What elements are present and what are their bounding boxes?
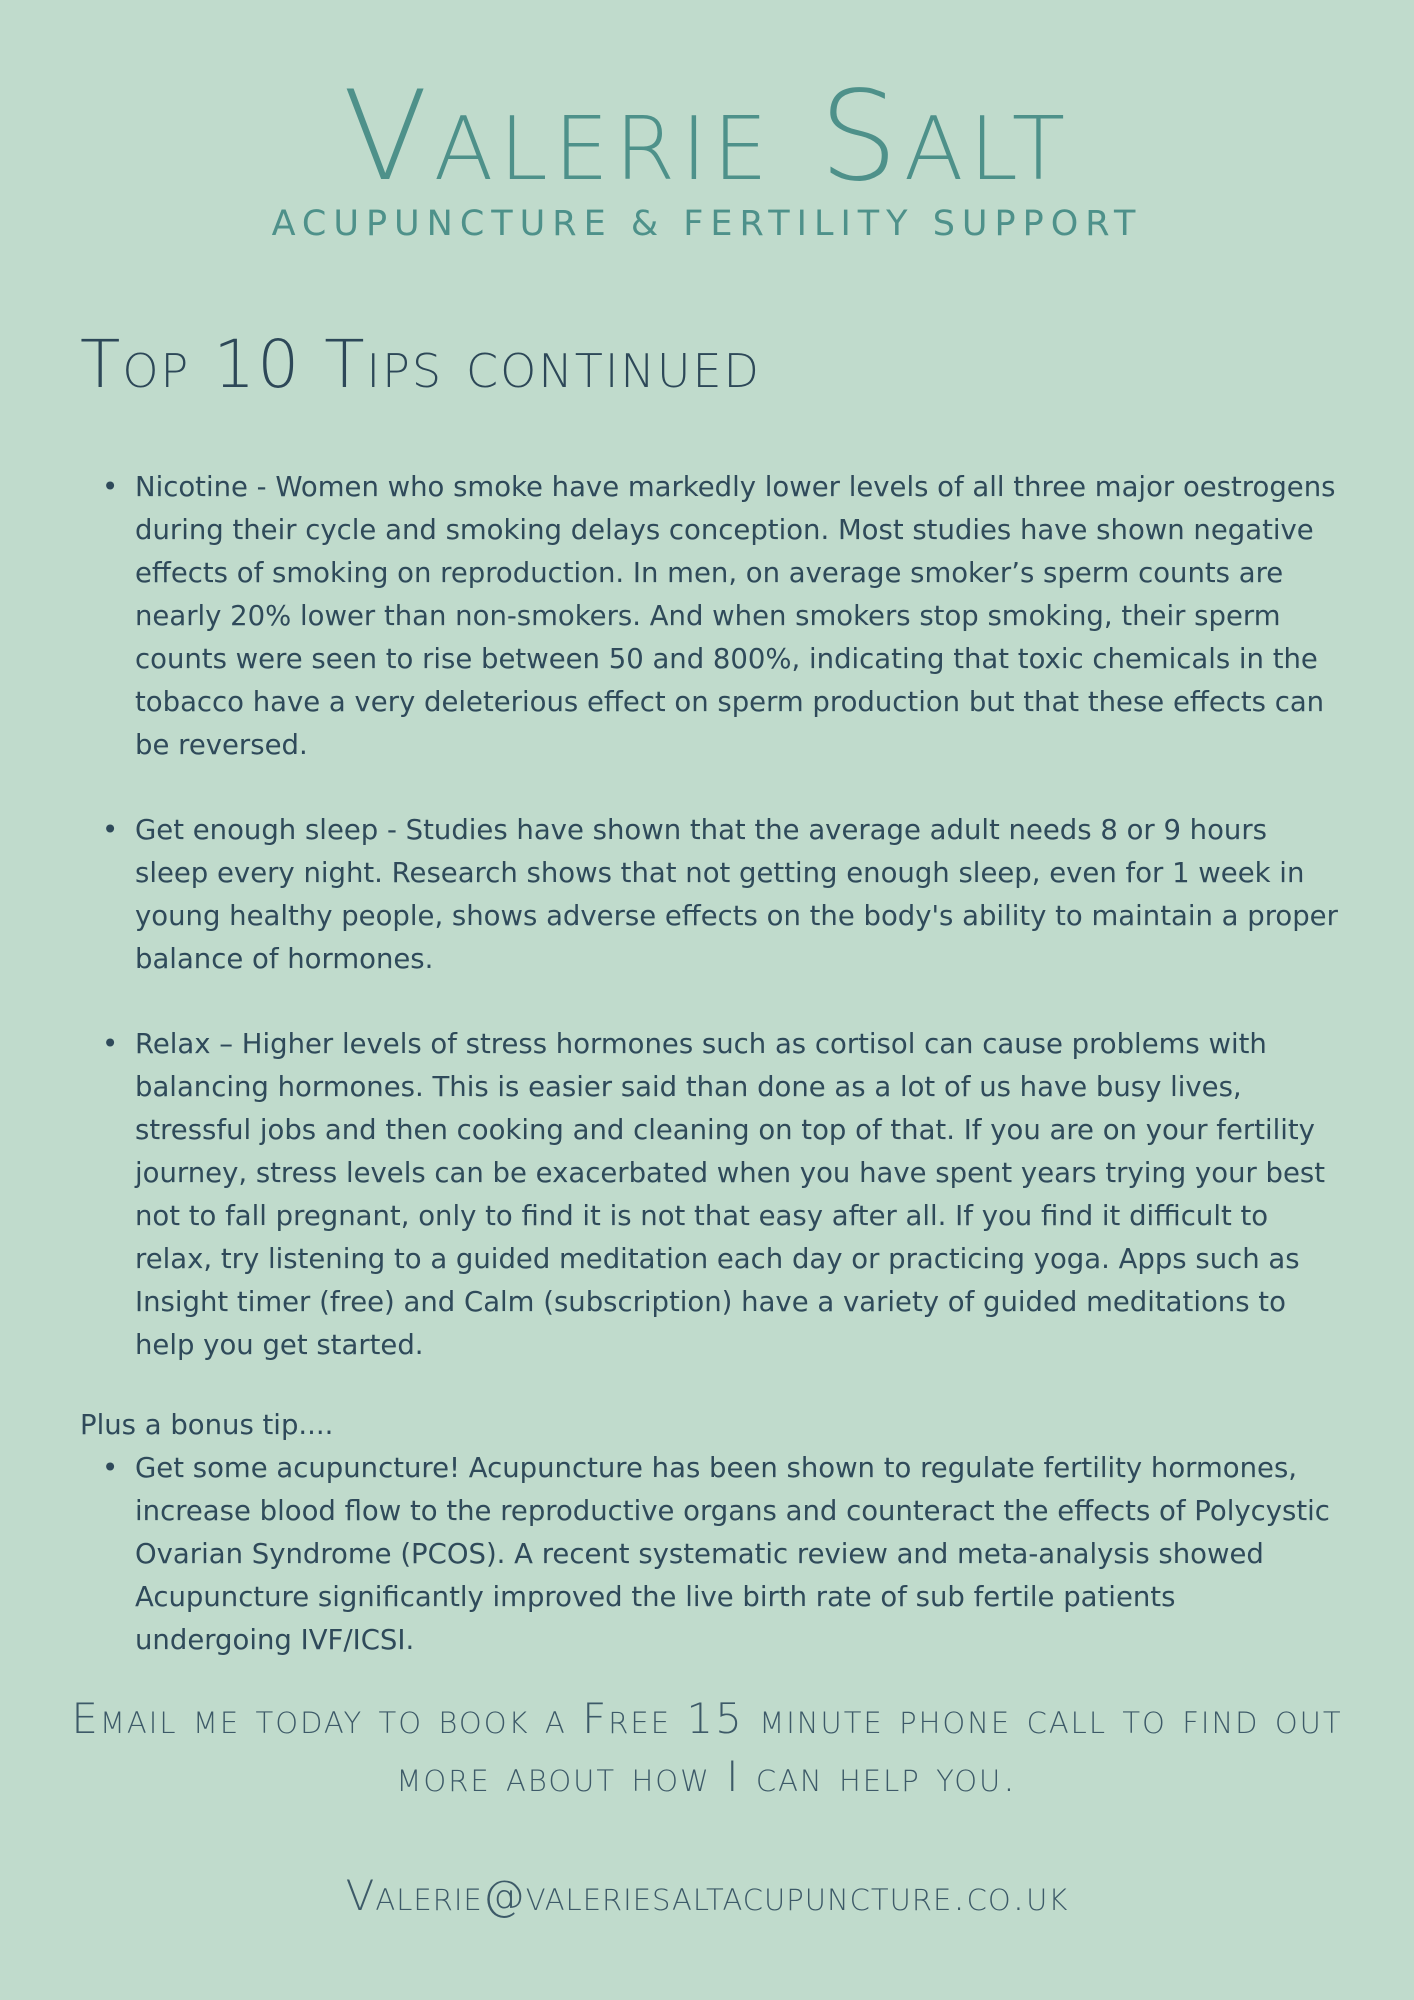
tip-item-nicotine: • Nicotine - Women who smoke have markedly lower levels of all three major oestrogens during their cycle and smoking delays conception. Most studies have shown negative effects of smoking on reproduction. In men, on average smoker’s sperm counts are nearly 20% lower than non-smokers. And when smokers stop smoking, their sperm counts were seen to rise between 50 and 800%, indicating that toxic chemicals in the tobacco have a very deleterious effect on sperm production but that these effects can be reversed. xyxy=(135,466,1340,767)
bonus-tip-intro: Plus a bonus tip.... xyxy=(80,1409,334,1441)
bonus-tip-list xyxy=(80,1447,1340,1704)
brand-header xyxy=(0,65,1414,246)
tip-item-relax: • Relax – Higher levels of stress hormones such as cortisol can cause problems with balancing hormones. This is easier said than done as a lot of us have busy lives, stressful jobs and then cooking and cleaning on top of that. If you are on your fertility journey, stress levels can be exacerbated when you have spent years trying your best not to fall pregnant, only to find it is not that easy after all. If you find it difficult to relax, try listening to a guided meditation each day or practicing yoga. Apps such as Insight timer (free) and Calm (subscription) have a variety of guided meditations to help you get started. xyxy=(135,1023,1340,1367)
email-link[interactable]: Valerie@valeriesaltacupuncture.co.uk xyxy=(345,1871,1069,1920)
tip-item-acupuncture: • Get some acupuncture! Acupuncture has been shown to regulate fertility hormones, increase blood flow to the reproductive organs and counteract the effects of Polycystic Ovarian Syndrome (PCOS). A recent systematic review and meta-analysis showed Acupuncture significantly improved the live birth rate of sub fertile patients undergoing IVF/ICSI. xyxy=(135,1447,1340,1662)
call-to-action: Email me today to book a Free 15 minute phone call to find out more about how I can help you. xyxy=(71,1694,1343,1801)
brand-logo-name: Valerie Salt xyxy=(342,65,1072,209)
tips-list xyxy=(80,466,1340,1409)
page-title: Top 10 Tips continued xyxy=(80,326,761,403)
brand-tagline: ACUPUNCTURE & FERTILITY SUPPORT xyxy=(271,204,1143,244)
tip-item-sleep: • Get enough sleep - Studies have shown that the average adult needs 8 or 9 hours sleep every night. Research shows that not getting enough sleep, even for 1 week in young healthy people, shows adverse effects on the body's ability to maintain a proper balance of hormones. xyxy=(135,809,1340,981)
